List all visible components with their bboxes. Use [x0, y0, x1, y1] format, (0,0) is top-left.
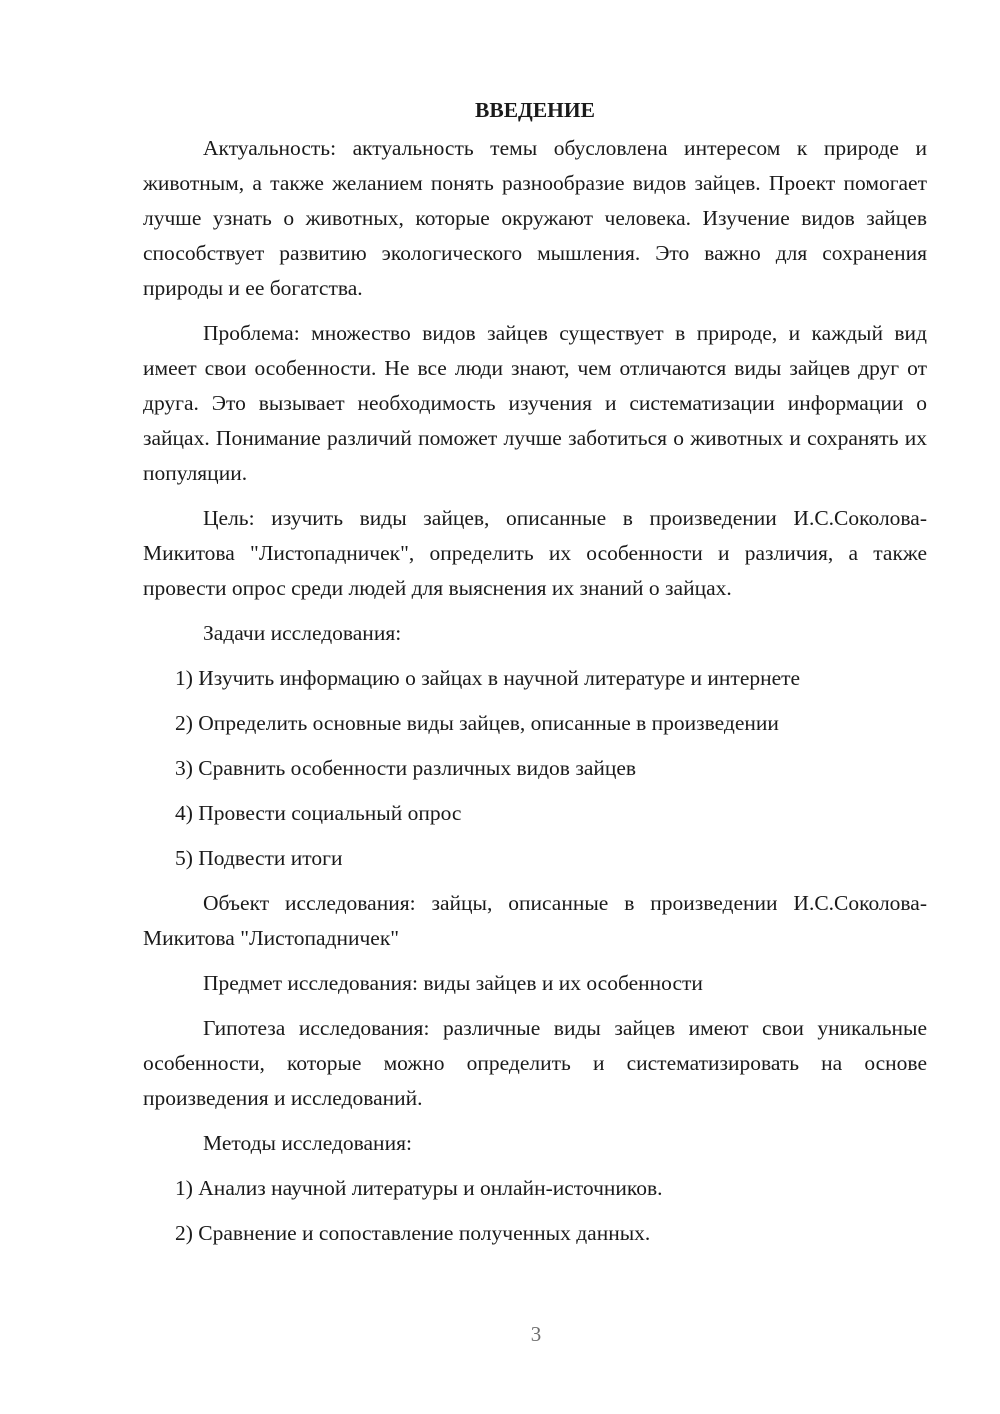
tasks-heading: Задачи исследования:	[203, 621, 402, 645]
hypothesis-paragraph: Гипотеза исследования: различные виды зайцев имеют свои уникальные особенности, которые можно определить и систематизировать на основе произведения и исследований.	[143, 1016, 927, 1110]
object-paragraph: Объект исследования: зайцы, описанные в произведении И.С.Соколова-Микитова "Листопадничек"	[143, 891, 927, 950]
task-item: 1) Изучить информацию о зайцах в научной литературе и интернете	[175, 666, 801, 690]
relevance-paragraph: Актуальность: актуальность темы обусловлена интересом к природе и животным, а также желанием понять разнообразие видов зайцев. Проект помогает лучше узнать о животных, которые окружают человека. Изучение видов зайцев способствует развитию экологического мышления. Это важно для сохранения природы и ее богатства.	[143, 136, 927, 300]
tasks-list	[143, 661, 927, 876]
method-item: 2) Сравнение и сопоставление полученных данных.	[175, 1221, 651, 1245]
methods-heading: Методы исследования:	[203, 1131, 412, 1155]
method-item: 1) Анализ научной литературы и онлайн-источников.	[175, 1176, 663, 1200]
problem-paragraph: Проблема: множество видов зайцев существует в природе, и каждый вид имеет свои особенности. Не все люди знают, чем отличаются виды зайцев друг от друга. Это вызывает необходимость изучения и систематизации информации о зайцах. Понимание различий поможет лучше заботиться о животных и сохранять их популяции.	[143, 321, 927, 485]
task-item: 2) Определить основные виды зайцев, описанные в произведении	[175, 711, 779, 735]
subject-paragraph: Предмет исследования: виды зайцев и их особенности	[203, 971, 703, 995]
page-number: 3	[530, 1322, 542, 1346]
methods-list	[143, 1171, 927, 1251]
task-item: 3) Сравнить особенности различных видов зайцев	[175, 756, 637, 780]
goal-paragraph: Цель: изучить виды зайцев, описанные в произведении И.С.Соколова-Микитова "Листопадничек", определить их особенности и различия, а также провести опрос среди людей для выяснения их знаний о зайцах.	[143, 506, 927, 600]
page-content	[143, 92, 927, 1261]
task-item: 4) Провести социальный опрос	[175, 801, 462, 825]
page-title: ВВЕДЕНИЕ	[475, 98, 595, 122]
task-item: 5) Подвести итоги	[175, 846, 343, 870]
